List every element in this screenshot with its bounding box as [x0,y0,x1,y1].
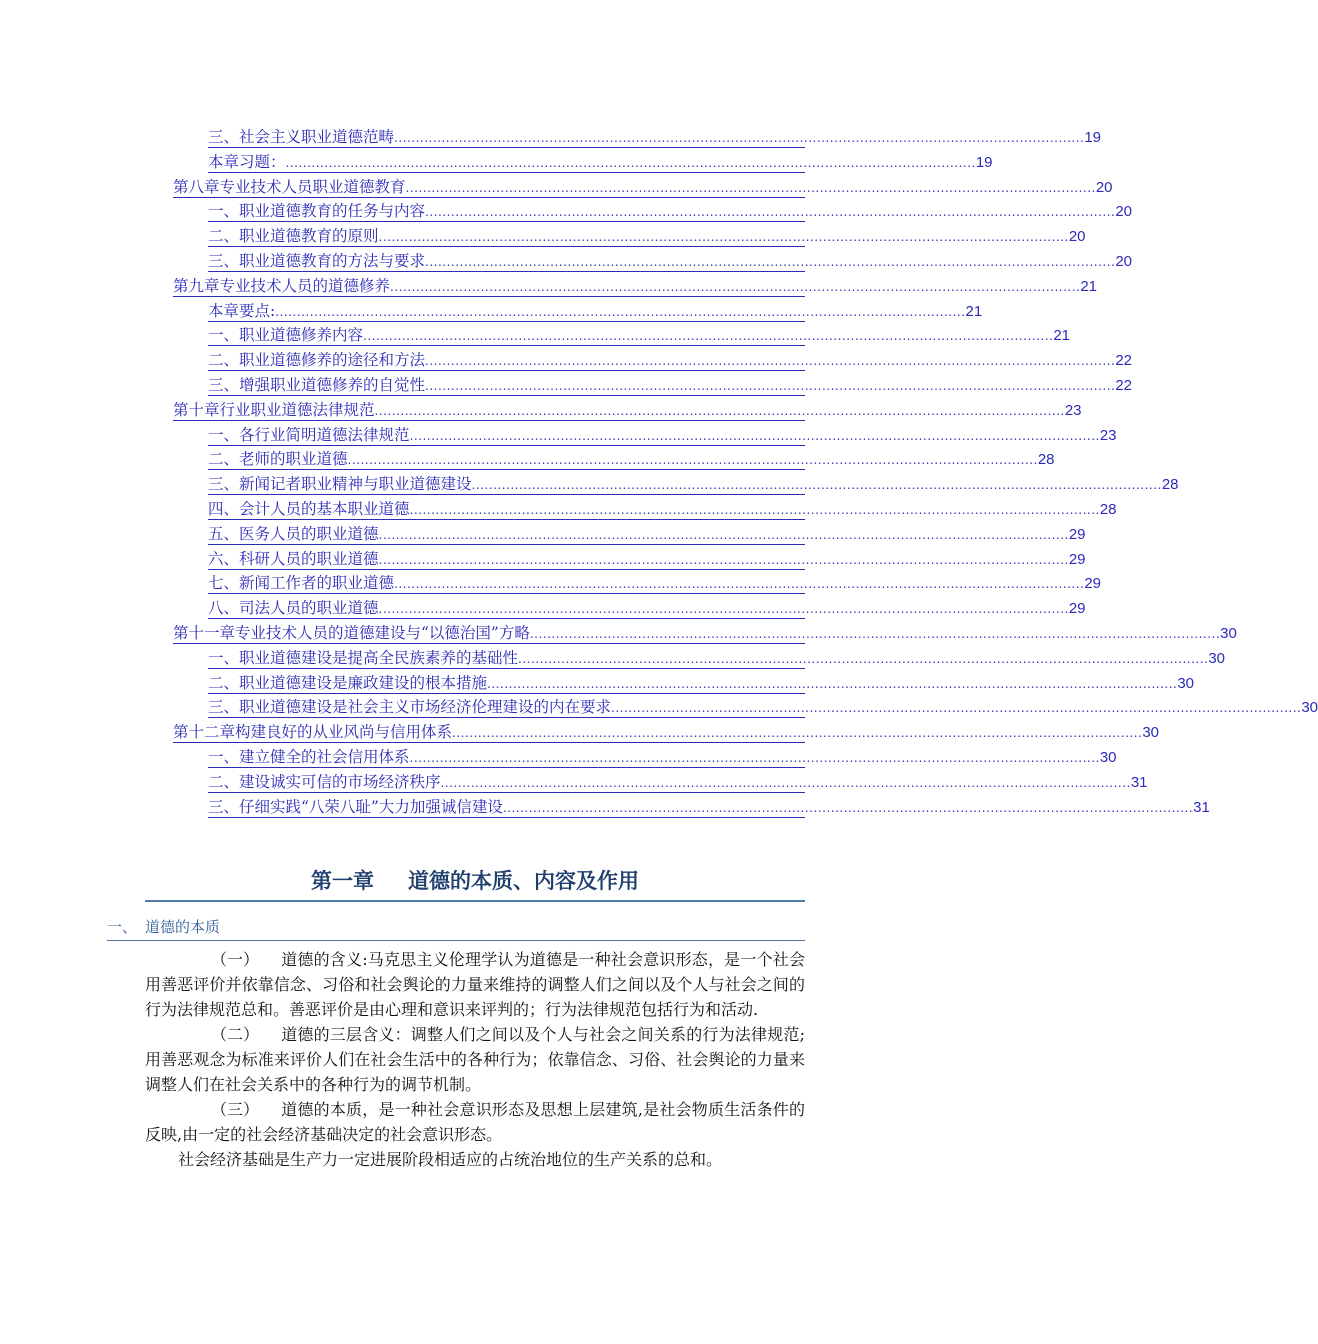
toc-section-link[interactable] [0,570,1102,595]
toc-leader-dots: ................................................................................................................................................................ [518,651,1209,666]
toc-entry[interactable] [208,423,1117,446]
toc-title[interactable]: 第十章行业职业道德法律规范 [173,400,375,419]
section-number: 一、 [107,918,138,936]
toc-entry[interactable] [208,671,1195,694]
toc-entry[interactable] [208,224,1086,247]
toc-leader-dots: ................................................................................................................................................................ [452,726,1143,741]
table-of-contents [0,124,1318,818]
toc-section-link[interactable] [0,744,1117,769]
toc-leader-dots: ................................................................................................................................................................ [487,676,1178,691]
toc-leader-dots: ................................................................................................................................................................ [440,775,1131,790]
toc-leader-dots: ................................................................................................................................................................ [394,131,1085,145]
toc-page-number[interactable]: 29 [1068,550,1086,568]
toc-title[interactable]: 本章要点: [208,301,276,320]
toc-section-link[interactable] [0,298,983,323]
toc-section-link[interactable] [0,694,1318,719]
toc-leader-dots: ................................................................................................................................................................ [471,478,1162,493]
toc-page-number[interactable]: 30 [1142,724,1160,742]
toc-page-number[interactable]: 20 [1095,178,1113,196]
toc-title[interactable]: 六、科研人员的职业道德 [208,549,379,568]
toc-page-number[interactable]: 31 [1130,773,1148,791]
toc-entry[interactable] [173,621,1237,644]
toc-entry[interactable] [208,770,1148,793]
toc-entry[interactable] [208,646,1226,669]
toc-section-link[interactable] [0,372,1133,397]
paragraph-mark: （二） [211,1025,260,1044]
toc-title[interactable]: 二、职业道德教育的原则 [208,227,379,246]
toc-entry[interactable] [208,348,1133,371]
toc-page-number[interactable]: 30 [1301,699,1318,717]
toc-section-link[interactable] [0,248,1133,273]
toc-title[interactable]: 二、老师的职业道德 [208,450,348,469]
toc-chapter-link[interactable] [0,719,1160,744]
toc-leader-dots: ................................................................................................................................................................ [378,552,1069,567]
toc-entry[interactable] [208,323,1071,346]
toc-leader-dots: ................................................................................................................................................................ [390,279,1081,294]
toc-title[interactable]: 三、职业道德建设是社会主义市场经济伦理建设的内在要求 [208,698,612,717]
toc-leader-dots: ................................................................................................................................................................ [363,329,1054,344]
toc-leader-dots: ................................................................................................................................................................ [425,378,1116,393]
toc-section-link[interactable] [0,496,1117,521]
section-heading [107,916,805,941]
toc-title[interactable]: 四、会计人员的基本职业道德 [208,499,410,518]
paragraph-mark: （三） [211,1100,260,1119]
toc-page-number[interactable]: 22 [1115,376,1133,394]
toc-title[interactable]: 三、职业道德教育的方法与要求 [208,251,426,270]
toc-entry[interactable] [208,571,1102,594]
toc-page-number[interactable]: 21 [1080,277,1098,295]
toc-title[interactable]: 一、建立健全的社会信用体系 [208,747,410,766]
toc-leader-dots: ................................................................................................................................................................ [425,205,1116,220]
toc-entry[interactable] [208,150,993,173]
toc-leader-dots: ................................................................................................................................................................ [285,155,976,170]
toc-title[interactable]: 二、建设诚实可信的市场经济秩序 [208,772,441,791]
toc-entry[interactable] [208,249,1133,272]
toc-page-number[interactable]: 19 [1084,129,1102,146]
toc-leader-dots: ................................................................................................................................................................ [378,230,1069,245]
toc-leader-dots: ................................................................................................................................................................ [529,626,1221,641]
toc-section-link[interactable] [0,223,1086,248]
toc-page-number[interactable]: 21 [1053,327,1071,345]
toc-section-link[interactable] [0,595,1086,620]
toc-section-link[interactable] [0,769,1148,794]
toc-title[interactable]: 第八章专业技术人员职业道德教育 [173,177,406,196]
toc-page-number[interactable]: 20 [1115,203,1133,221]
toc-chapter-link[interactable] [0,174,1113,199]
toc-title[interactable]: 三、增强职业道德修养的自觉性 [208,375,426,394]
toc-entry[interactable] [208,299,983,322]
toc-section-link[interactable] [0,645,1226,670]
toc-title[interactable]: 第十二章构建良好的从业风尚与信用体系 [173,723,453,742]
toc-page-number[interactable]: 30 [1177,674,1195,692]
toc-section-link[interactable] [0,322,1071,347]
toc-section-link[interactable] [0,124,1102,149]
toc-page-number[interactable]: 30 [1220,624,1237,642]
toc-leader-dots: ................................................................................................................................................................ [378,527,1069,542]
paragraph [145,1097,805,1147]
toc-title[interactable]: 七、新闻工作者的职业道德 [208,574,395,593]
body-text [145,947,805,1172]
toc-title[interactable]: 三、新闻记者职业精神与职业道德建设 [208,475,472,494]
toc-section-link[interactable] [0,149,993,174]
toc-title[interactable]: 五、医务人员的职业道德 [208,524,379,543]
chapter-number: 第一章 [311,869,374,893]
toc-page-number[interactable]: 22 [1115,352,1133,370]
toc-leader-dots: ................................................................................................................................................................ [611,701,1302,716]
toc-title[interactable]: 一、各行业简明道德法律规范 [208,425,410,444]
toc-title[interactable]: 一、职业道德修养内容 [208,326,364,345]
toc-entry[interactable] [208,447,1055,470]
toc-title[interactable]: 二、职业道德建设是廉政建设的根本措施 [208,673,488,692]
toc-title[interactable]: 八、司法人员的职业道德 [208,599,379,618]
toc-chapter-link[interactable] [0,273,1098,298]
toc-entry[interactable] [173,398,1082,421]
toc-title[interactable]: 一、职业道德建设是提高全民族素养的基础性 [208,648,519,667]
toc-section-link[interactable] [0,446,1055,471]
toc-page-number[interactable]: 29 [1068,525,1086,543]
toc-page-number[interactable]: 21 [965,302,983,320]
toc-entry[interactable] [173,720,1160,743]
toc-leader-dots: ................................................................................................................................................................ [409,428,1100,443]
toc-section-link[interactable] [0,521,1086,546]
toc-section-link[interactable] [0,347,1133,372]
toc-entry[interactable] [208,745,1117,768]
toc-leader-dots: ................................................................................................................................................................ [425,254,1116,269]
section-title: 道德的本质 [145,918,221,936]
toc-page-number[interactable]: 30 [1208,649,1226,667]
toc-entry[interactable] [208,497,1117,520]
chapter-title-text: 道德的本质、内容及作用 [408,869,639,893]
paragraph-text: 道德的本质，是一种社会意识形态及思想上层建筑,是社会物质生活条件的反映,由一定的社会经济基础决定的社会意识形态。 [145,1100,805,1144]
toc-title[interactable]: 第十一章专业技术人员的道德建设与“以德治国”方略 [173,623,530,642]
toc-entry[interactable] [173,274,1098,297]
toc-entry[interactable] [208,199,1133,222]
toc-title[interactable]: 本章习题： [208,152,286,171]
toc-page-number[interactable]: 23 [1064,401,1082,419]
toc-leader-dots: ................................................................................................................................................................ [502,800,1194,815]
toc-leader-dots: ................................................................................................................................................................ [409,750,1100,765]
toc-leader-dots: ................................................................................................................................................................ [405,180,1096,195]
toc-leader-dots: ................................................................................................................................................................ [275,304,966,319]
toc-leader-dots: ................................................................................................................................................................ [378,602,1069,617]
toc-entry[interactable] [208,522,1086,545]
toc-leader-dots: ................................................................................................................................................................ [425,354,1116,369]
toc-chapter-link[interactable] [0,620,1237,645]
toc-title[interactable]: 三、仔细实践“八荣八耻”大力加强诚信建设 [208,797,503,816]
toc-entry[interactable] [208,547,1086,570]
toc-section-link[interactable] [0,471,1179,496]
paragraph-text: 社会经济基础是生产力一定进展阶段相适应的占统治地位的生产关系的总和。 [178,1150,723,1169]
toc-section-link[interactable] [0,546,1086,571]
paragraph [145,947,805,1022]
paragraph [145,1147,805,1172]
toc-title[interactable]: 三、社会主义职业道德范畴 [208,128,395,146]
toc-entry[interactable] [173,175,1113,198]
toc-page-number[interactable]: 28 [1037,451,1055,469]
toc-title[interactable]: 第九章专业技术人员的道德修养 [173,276,391,295]
paragraph [145,1022,805,1097]
paragraph-text: 道德的含义:马克思主义伦理学认为道德是一种社会意识形态，是一个社会用善恶评价并依靠信念、习俗和社会舆论的力量来维持的调整人们之间以及个人与社会之间的行为法律规范总和。善恶评价是由心理和意识来评判的；行为法律规范包括行为和活动. [145,950,805,1019]
toc-page-number[interactable]: 29 [1084,575,1102,593]
toc-title[interactable]: 二、职业道德修养的途径和方法 [208,351,426,370]
toc-leader-dots: ................................................................................................................................................................ [394,577,1085,592]
toc-page-number[interactable]: 23 [1099,426,1117,444]
toc-section-link[interactable] [0,422,1117,447]
toc-chapter-link[interactable] [0,397,1082,422]
toc-page-number[interactable]: 20 [1115,252,1133,270]
toc-page-number[interactable]: 29 [1068,600,1086,618]
toc-leader-dots: ................................................................................................................................................................ [409,502,1100,517]
toc-leader-dots: ................................................................................................................................................................ [347,453,1038,468]
toc-entry[interactable] [208,596,1086,619]
toc-page-number[interactable]: 20 [1068,228,1086,246]
toc-leader-dots: ................................................................................................................................................................ [374,403,1065,418]
toc-section-link[interactable] [0,794,1210,819]
toc-page-number[interactable]: 28 [1161,476,1179,494]
chapter-heading [145,866,805,902]
toc-title[interactable]: 一、职业道德教育的任务与内容 [208,202,426,221]
toc-entry[interactable] [208,472,1179,495]
toc-entry[interactable] [208,695,1318,718]
paragraph-mark: （一） [211,950,260,969]
paragraph-text: 道德的三层含义：调整人们之间以及个人与社会之间关系的行为法律规范;用善恶观念为标准来评价人们在社会生活中的各种行为；依靠信念、习俗、社会舆论的力量来调整人们在社会关系中的各种行为的调节机制。 [145,1025,805,1094]
toc-entry[interactable] [208,373,1133,396]
toc-section-link[interactable] [0,670,1195,695]
toc-page-number[interactable]: 30 [1099,748,1117,766]
toc-page-number[interactable]: 19 [975,153,993,171]
toc-entry[interactable] [208,795,1210,818]
toc-page-number[interactable]: 28 [1099,500,1117,518]
toc-section-link[interactable] [0,198,1133,223]
toc-entry[interactable] [208,125,1102,148]
toc-page-number[interactable]: 31 [1193,798,1210,816]
